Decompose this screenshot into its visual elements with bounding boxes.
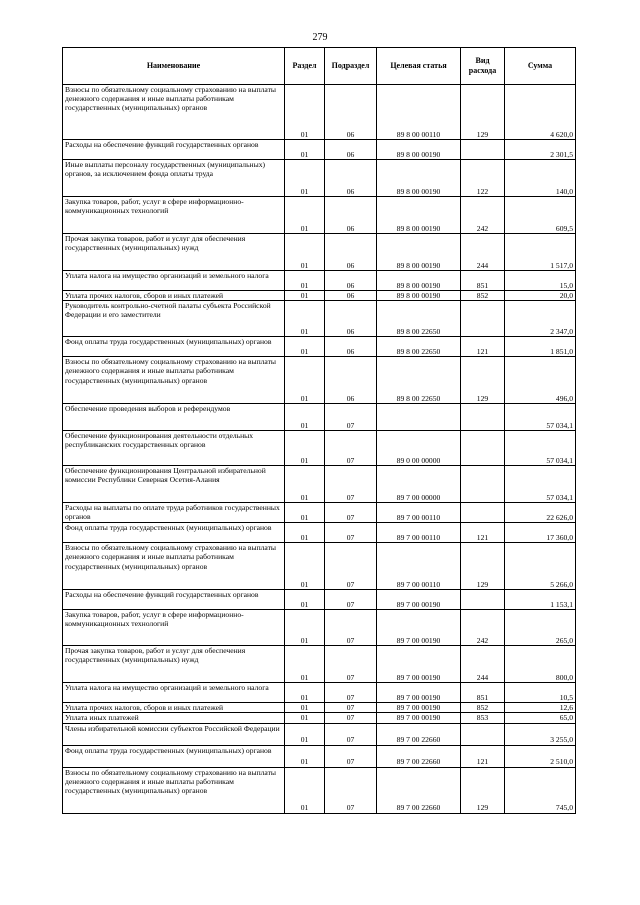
cell-subsection: 07 [325,590,377,610]
cell-name: Фонд оплаты труда государственных (муниципальных) органов [63,523,285,543]
table-row [63,357,576,404]
cell-sum: 22 626,0 [505,503,576,523]
cell-section: 01 [285,140,325,160]
cell-name: Прочая закупка товаров, работ и услуг для обеспечения государственных (муниципальных) нужд [63,646,285,683]
cell-sum: 57 034,1 [505,431,576,466]
cell-section: 01 [285,503,325,523]
cell-subsection: 07 [325,610,377,646]
table-row [63,197,576,234]
cell-target: 89 7 00 00110 [377,523,461,543]
cell-target: 89 8 00 00190 [377,291,461,301]
cell-type: 129 [461,543,505,590]
cell-sum: 3 255,0 [505,723,576,745]
cell-sum: 57 034,1 [505,404,576,431]
cell-section: 01 [285,543,325,590]
cell-sum: 57 034,1 [505,466,576,503]
table-row [63,723,576,745]
cell-subsection: 06 [325,301,377,337]
table-row [63,140,576,160]
cell-type: 121 [461,745,505,767]
cell-type: 852 [461,703,505,713]
cell-type [461,723,505,745]
cell-subsection: 07 [325,723,377,745]
table-row [63,646,576,683]
cell-type: 852 [461,291,505,301]
cell-target: 89 0 00 00000 [377,431,461,466]
cell-type [461,301,505,337]
cell-subsection: 07 [325,745,377,767]
cell-subsection: 06 [325,197,377,234]
cell-target: 89 7 00 00190 [377,646,461,683]
cell-section: 01 [285,610,325,646]
cell-type: 129 [461,357,505,404]
cell-target: 89 7 00 00000 [377,466,461,503]
cell-name: Уплата налога на имущество организаций и земельного налога [63,683,285,703]
cell-section: 01 [285,357,325,404]
table-row [63,431,576,466]
cell-section: 01 [285,160,325,197]
cell-target: 89 7 00 22660 [377,745,461,767]
cell-subsection: 07 [325,767,377,813]
cell-sum: 20,0 [505,291,576,301]
table-row [63,301,576,337]
cell-subsection: 06 [325,271,377,291]
cell-section: 01 [285,646,325,683]
cell-subsection: 07 [325,503,377,523]
cell-target: 89 7 00 00190 [377,590,461,610]
cell-target: 89 8 00 22650 [377,301,461,337]
cell-type: 129 [461,767,505,813]
cell-subsection: 07 [325,523,377,543]
cell-sum: 65,0 [505,713,576,723]
cell-section: 01 [285,431,325,466]
cell-name: Иные выплаты персоналу государственных (муниципальных) органов, за исключением фонда оплаты труда [63,160,285,197]
cell-type [461,404,505,431]
cell-type: 851 [461,271,505,291]
cell-target: 89 7 00 22660 [377,723,461,745]
cell-name: Закупка товаров, работ, услуг в сфере информационно-коммуникационных технологий [63,610,285,646]
cell-sum: 17 360,0 [505,523,576,543]
cell-sum: 1 851,0 [505,337,576,357]
table-row [63,745,576,767]
cell-name: Обеспечение проведения выборов и референдумов [63,404,285,431]
cell-target: 89 7 00 00190 [377,610,461,646]
cell-name: Взносы по обязательному социальному страхованию на выплаты денежного содержания и иные выплаты работникам государственных (муниципальных) органов [63,543,285,590]
cell-target: 89 7 00 22660 [377,767,461,813]
cell-subsection: 07 [325,683,377,703]
cell-section: 01 [285,723,325,745]
header-name: Наименование [63,48,285,85]
cell-section: 01 [285,745,325,767]
cell-section: 01 [285,703,325,713]
cell-sum: 265,0 [505,610,576,646]
table-row [63,713,576,723]
cell-name: Уплата прочих налогов, сборов и иных платежей [63,291,285,301]
cell-type [461,590,505,610]
cell-subsection: 07 [325,713,377,723]
cell-sum: 12,6 [505,703,576,713]
cell-target: 89 8 00 00190 [377,197,461,234]
cell-type: 244 [461,234,505,271]
cell-name: Обеспечение функционирования Центральной избирательной комиссии Республики Северная Осетия-Алания [63,466,285,503]
cell-subsection: 07 [325,703,377,713]
table-row [63,291,576,301]
cell-target: 89 8 00 22650 [377,357,461,404]
cell-type [461,466,505,503]
cell-name: Закупка товаров, работ, услуг в сфере информационно-коммуникационных технологий [63,197,285,234]
cell-type: 242 [461,197,505,234]
cell-target: 89 8 00 00190 [377,160,461,197]
cell-section: 01 [285,271,325,291]
cell-type [461,503,505,523]
cell-sum: 800,0 [505,646,576,683]
cell-section: 01 [285,291,325,301]
cell-name: Уплата прочих налогов, сборов и иных платежей [63,703,285,713]
cell-subsection: 06 [325,357,377,404]
table-body [63,85,576,814]
cell-name: Взносы по обязательному социальному страхованию на выплаты денежного содержания и иные выплаты работникам государственных (муниципальных) органов [63,767,285,813]
header-section: Раздел [285,48,325,85]
cell-sum: 1 153,1 [505,590,576,610]
table-row [63,85,576,140]
cell-name: Обеспечение функционирования деятельности отдельных республиканских государственных органов [63,431,285,466]
cell-section: 01 [285,713,325,723]
cell-sum: 15,0 [505,271,576,291]
cell-target: 89 7 00 00110 [377,503,461,523]
table-row [63,337,576,357]
table-header-row [63,48,576,85]
cell-subsection: 07 [325,404,377,431]
header-sum: Сумма [505,48,576,85]
cell-target: 89 8 00 00190 [377,234,461,271]
cell-target: 89 8 00 22650 [377,337,461,357]
cell-sum: 496,0 [505,357,576,404]
cell-subsection: 06 [325,337,377,357]
cell-section: 01 [285,85,325,140]
cell-name: Расходы на выплаты по оплате труда работников государственных органов [63,503,285,523]
table-row [63,703,576,713]
cell-type: 122 [461,160,505,197]
cell-type: 121 [461,523,505,543]
cell-name: Прочая закупка товаров, работ и услуг для обеспечения государственных (муниципальных) нужд [63,234,285,271]
table-row [63,590,576,610]
cell-name: Руководитель контрольно-счетной палаты субъекта Российской Федерации и его заместители [63,301,285,337]
cell-name: Расходы на обеспечение функций государственных органов [63,590,285,610]
table-row [63,160,576,197]
cell-type [461,140,505,160]
cell-name: Расходы на обеспечение функций государственных органов [63,140,285,160]
cell-target: 89 7 00 00190 [377,703,461,713]
cell-type: 242 [461,610,505,646]
table-row [63,523,576,543]
budget-table [62,47,576,814]
cell-sum: 10,5 [505,683,576,703]
cell-sum: 2 301,5 [505,140,576,160]
cell-name: Члены избирательной комиссии субъектов Российской Федерации [63,723,285,745]
cell-subsection: 06 [325,85,377,140]
cell-target: 89 8 00 00190 [377,271,461,291]
cell-subsection: 07 [325,431,377,466]
cell-target: 89 8 00 00190 [377,140,461,160]
header-target: Целевая статья [377,48,461,85]
cell-name: Уплата налога на имущество организаций и земельного налога [63,271,285,291]
cell-subsection: 07 [325,543,377,590]
cell-subsection: 07 [325,466,377,503]
page-number: 279 [312,32,328,43]
cell-name: Фонд оплаты труда государственных (муниципальных) органов [63,337,285,357]
cell-subsection: 06 [325,160,377,197]
cell-name: Взносы по обязательному социальному страхованию на выплаты денежного содержания и иные выплаты работникам государственных (муниципальных) органов [63,85,285,140]
cell-target: 89 7 00 00190 [377,713,461,723]
cell-sum: 2 510,0 [505,745,576,767]
cell-target: 89 7 00 00190 [377,683,461,703]
cell-sum: 1 517,0 [505,234,576,271]
cell-name: Уплата иных платежей [63,713,285,723]
table-row [63,543,576,590]
cell-sum: 745,0 [505,767,576,813]
cell-name: Фонд оплаты труда государственных (муниципальных) органов [63,745,285,767]
table-row [63,271,576,291]
cell-sum: 4 620,0 [505,85,576,140]
cell-sum: 5 266,0 [505,543,576,590]
header-subsection: Подраздел [325,48,377,85]
cell-section: 01 [285,337,325,357]
cell-subsection: 06 [325,140,377,160]
cell-type [461,431,505,466]
table-row [63,683,576,703]
cell-sum: 140,0 [505,160,576,197]
cell-type: 853 [461,713,505,723]
cell-target: 89 8 00 00110 [377,85,461,140]
cell-type: 244 [461,646,505,683]
cell-target [377,404,461,431]
cell-section: 01 [285,466,325,503]
table-row [63,610,576,646]
cell-sum: 609,5 [505,197,576,234]
table-row [63,404,576,431]
cell-type: 851 [461,683,505,703]
cell-name: Взносы по обязательному социальному страхованию на выплаты денежного содержания и иные выплаты работникам государственных (муниципальных) органов [63,357,285,404]
table-row [63,503,576,523]
cell-sum: 2 347,0 [505,301,576,337]
cell-target: 89 7 00 00110 [377,543,461,590]
cell-subsection: 07 [325,646,377,683]
cell-type: 121 [461,337,505,357]
cell-section: 01 [285,197,325,234]
table-row [63,466,576,503]
cell-section: 01 [285,767,325,813]
table-row [63,234,576,271]
cell-section: 01 [285,683,325,703]
cell-subsection: 06 [325,291,377,301]
cell-section: 01 [285,590,325,610]
cell-section: 01 [285,523,325,543]
header-type: Вид расхода [461,48,505,85]
table-row [63,767,576,813]
cell-type: 129 [461,85,505,140]
cell-subsection: 06 [325,234,377,271]
cell-section: 01 [285,301,325,337]
cell-section: 01 [285,234,325,271]
cell-section: 01 [285,404,325,431]
